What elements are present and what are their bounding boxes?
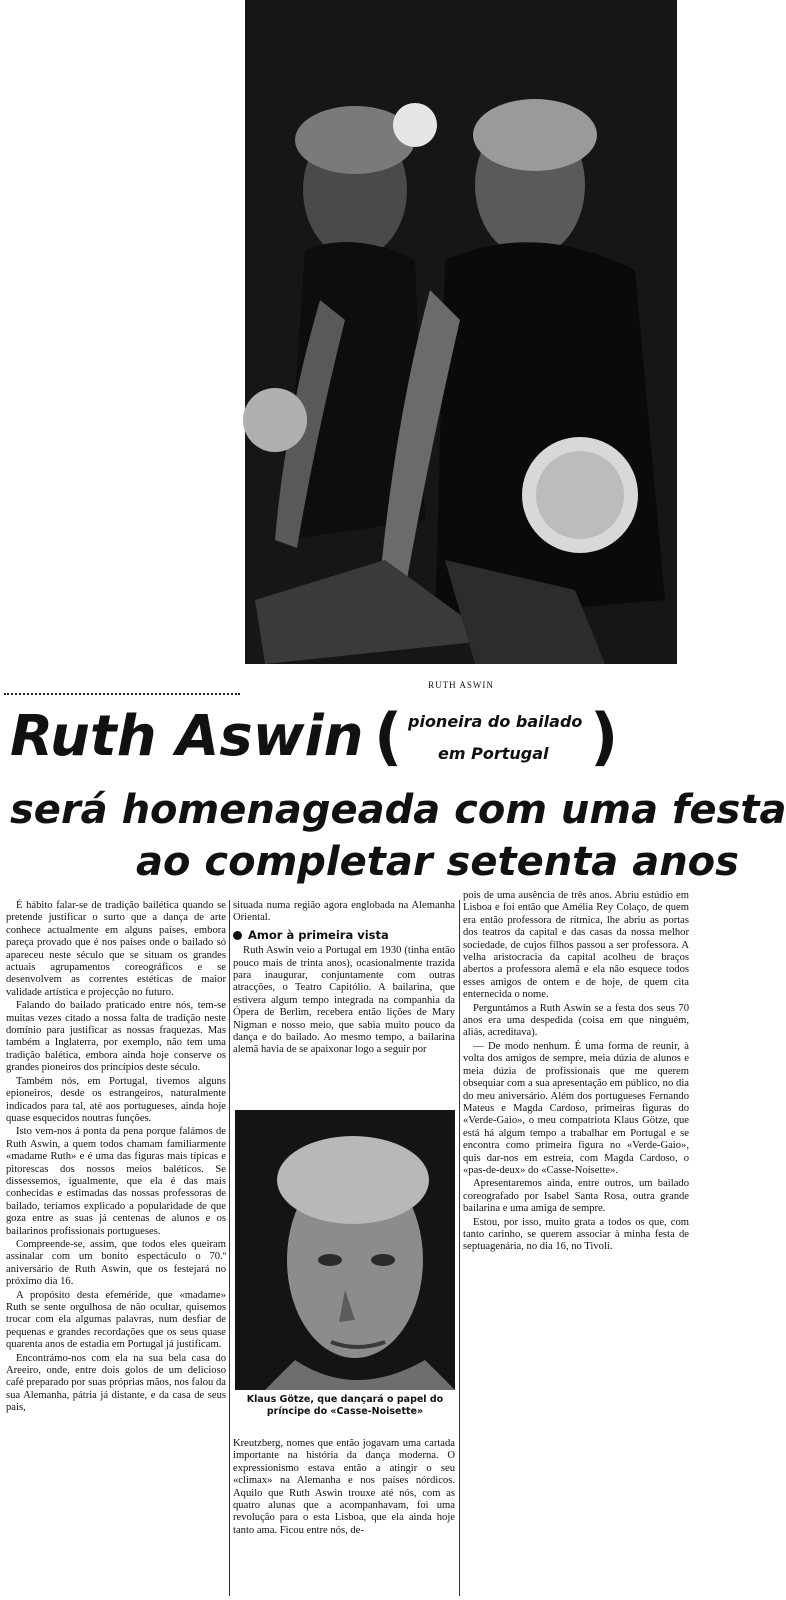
col2-paragraph: situada numa região agora englobada na Alemanha Oriental. [233, 900, 455, 924]
headline-paren-close: ) [590, 700, 619, 773]
col3-paragraph: Apresentaremos ainda, entre outros, um bailado coreografado por Isabel Santa Rosa, outra grande bailarina e uma amiga de sempre. [463, 1178, 689, 1215]
photo-illustration [235, 1110, 455, 1390]
col3-paragraph: pois de uma ausência de três anos. Abriu estúdio em Lisboa e foi então que Amélia Rey Colaço, de quem era então professora de rítmica, lhe abriu as portas dos teatros da capital e das casas da nossa melhor sociedade, de cujos filhos passou a ser professora. A velha aristocracia da capital acolheu de braços abertos a professora alemã e ela não esquece todos esses amigos de ontem e de hoje, de quem cita enternecida o nome. [463, 890, 689, 1001]
article-column-1 [6, 900, 226, 1596]
col1-paragraph: Também nós, em Portugal, tivemos alguns epioneiros, desde os estrangeiros, naturalmente indicados para tal, até aos portugueses, ainda hoje quase esquecidos noutras funções. [6, 1075, 226, 1124]
article-column-3 [463, 890, 689, 1376]
article-column-2-continued [233, 1438, 455, 1596]
col2-paragraph: Kreutzberg, nomes que então jogavam uma cartada importante na história da dança moderna. O expressionismo estava então a atingir o seu «climax» na Alemanha e nos países nórdicos. Aquilo que Ruth Aswin trouxe até nós, com as quatro alunas que a acompanhavam, foi uma revolução para o esta Lisboa, que ela ainda hoje tanto ama. Ficou entre nós, de- [233, 1438, 455, 1536]
col1-paragraph: É hábito falar-se de tradição bailética quando se pretende justificar o surto que a dança de arte conhece actualmente em alguns países, embora pareça provado que é nos países onde o bailado só apareceu neste século que se situam os grandes actuais agrupamentos coreográficos e se desenvolvem as correntes estéticas de maior validade artística e projecção no futuro. [6, 900, 226, 998]
headline-paren-line1: pioneira do bailado [408, 712, 583, 731]
headline-name: Ruth Aswin [10, 704, 364, 769]
col3-paragraph: Estou, por isso, muito grata a todos os que, com tanto carinho, se querem associar à minha festa de septuagenária, no dia 16, no Tivoli. [463, 1216, 689, 1253]
col1-paragraph: Encontrámo-nos com ela na sua bela casa do Areeiro, onde, entre dois golos de um delicioso café preparado por suas próprias mãos, nos falou da sua Alemanha, pátria já distante, e da casa de seus pais, [6, 1352, 226, 1414]
headline-line2: será homenageada com uma festa [10, 787, 786, 833]
section-heading [233, 929, 455, 941]
col3-paragraph: Perguntámos a Ruth Aswin se a festa dos seus 70 anos era uma despedida (coisa em que ninguém, aliás, acreditava). [463, 1002, 689, 1039]
klaus-photo-caption: Klaus Götze, que dançará o papel do príncipe do «Casse-Noisette» [246, 1394, 444, 1417]
section-heading-text: Amor à primeira vista [248, 927, 389, 942]
col3-paragraph: — De modo nenhum. É uma forma de reunir, à volta dos amigos de sempre, meia dúzia de alunos e meia dúzia de profissionais que me querem obsequiar com a sua apresentação em público, no dia do meu aniversário. Além dos portugueses Fernando Mateus e Magda Cardoso, primeiras figuras do «Verde-Gaio», o meu compatriota Klaus Götze, que está há algum tempo a trabalhar em Portugal e se encontra como primeira figura no «Verde-Gaio», quis dar-nos em estreia, com Magda Cardoso, o «pas-de-deux» do «Casse-Noisette». [463, 1040, 689, 1176]
col2-paragraph: Ruth Aswin veio a Portugal em 1930 (tinha então pouco mais de trinta anos), ocasionalmente trazida para inaugurar, conjuntamente com outras atracções, o Teatro Capitólio. A bailarina, que estivera algum tempo integrada na companhia da Ópera de Berlim, recebera então lições de Mary Nigman e nosso meio, que sabia muito pouco da dança e do bailado. Ao mesmo tempo, a bailarina alemã havia de se apaixonar logo a seguir por [233, 945, 455, 1056]
klaus-gotze-photo [235, 1110, 455, 1390]
col1-paragraph: Compreende-se, assim, que todos eles queiram assinalar com um bonito espectáculo o 70.º aniversário de Ruth Aswin, que os festejará no próximo dia 16. [6, 1238, 226, 1288]
column-divider [459, 900, 460, 1596]
col1-paragraph: Falando do bailado praticado entre nós, tem-se muitas vezes citado a nossa falta de tradição neste domínio para justificar as nossas fraquezas. Mas também a Inglaterra, por exemplo, não tem uma tradição balética, embora ainda hoje conserve os grandes pioneiros dos princípios deste século. [6, 1000, 226, 1074]
bullet-icon [233, 931, 242, 940]
article-column-2 [233, 900, 455, 1110]
photo-illustration [245, 0, 677, 664]
headline-top-rule [4, 693, 240, 695]
col1-paragraph: Isto vem-nos á ponta da pena porque falámos de Ruth Aswin, a quem todos chamam familiarmente «madame Ruth» e é uma das figuras mais típicas e pitorescas dos nossos meios baléticos. Se dissessemos, igualmente, que ela é das mais conhecidas e estimadas das nossas professoras de bailado, teríamos explicado a popularidade de que goza entre as suas já centenas de alunos e os bailarinos profissionais portugueses. [6, 1126, 226, 1237]
headline-paren-line2: em Portugal [438, 744, 549, 763]
headline-line3: ao completar setenta anos [136, 839, 739, 885]
top-photo-caption: RUTH ASWIN [428, 680, 494, 690]
headline-paren-open: ( [374, 700, 403, 773]
column-divider [229, 900, 230, 1596]
col1-paragraph: A propósito desta efeméride, que «madame» Ruth se sente orgulhosa de não ocultar, quisemos trocar com ela algumas palavras, num desfiar de pequenas e grandes recordações que os seus quase quarenta anos de estadia em Portugal já justificam. [6, 1289, 226, 1351]
ruth-aswin-photo [245, 0, 677, 664]
